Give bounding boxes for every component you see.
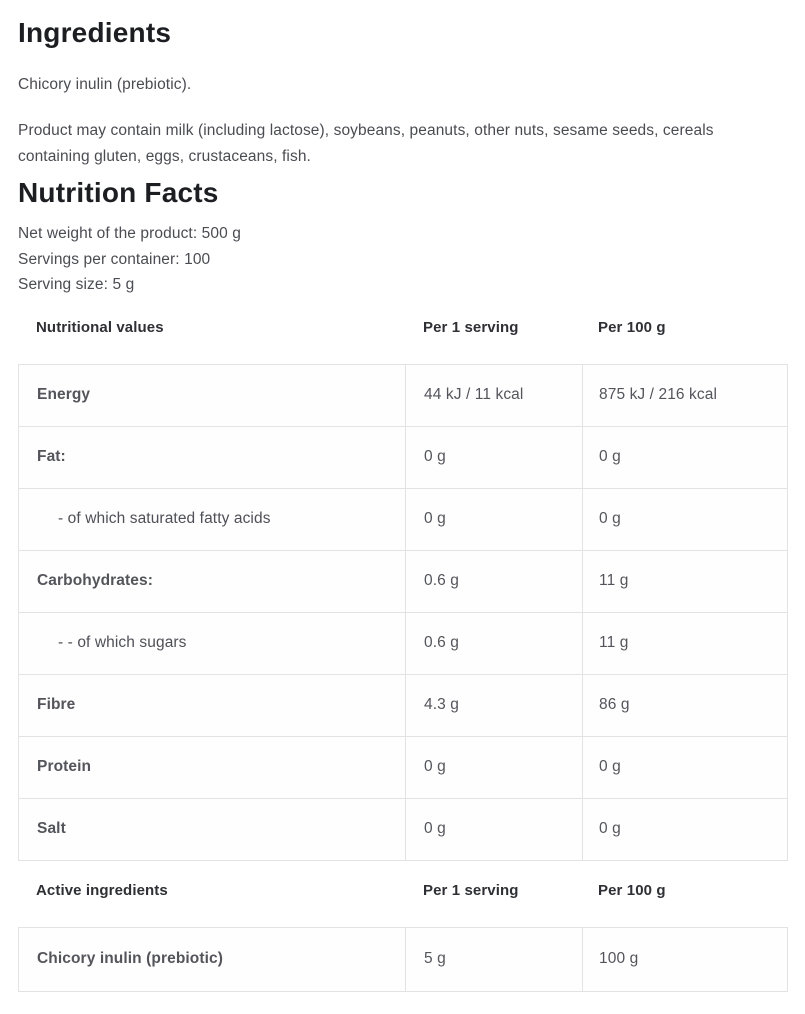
table-row — [19, 927, 788, 991]
row-per-100g: 86 g — [583, 674, 788, 736]
header-per-serving: Per 1 serving — [423, 881, 519, 899]
row-per-100g: 875 kJ / 216 kcal — [583, 364, 788, 426]
row-per-100g: 11 g — [583, 612, 788, 674]
table-row — [19, 674, 788, 736]
row-per-serving: 0 g — [406, 426, 583, 488]
header-nutritional-values: Nutritional values — [36, 318, 164, 336]
row-per-serving: 0 g — [406, 736, 583, 798]
active-ingredients-table — [18, 927, 788, 992]
row-per-serving: 0.6 g — [406, 550, 583, 612]
table-row — [19, 488, 788, 550]
table-row — [19, 612, 788, 674]
row-per-serving: 0 g — [406, 488, 583, 550]
row-per-100g: 0 g — [583, 798, 788, 860]
row-per-serving: 4.3 g — [406, 674, 583, 736]
row-label: Fat: — [19, 426, 406, 488]
row-per-100g: 0 g — [583, 736, 788, 798]
row-label: - of which saturated fatty acids — [19, 488, 406, 550]
row-per-serving: 0 g — [406, 798, 583, 860]
nutrition-table — [18, 364, 788, 861]
allergen-text: Product may contain milk (including lactose), soybeans, peanuts, other nuts, sesame seeds, cereals containing gluten, eggs, crustaceans, fish. — [18, 122, 714, 165]
row-label: Fibre — [19, 674, 406, 736]
table-row — [19, 736, 788, 798]
servings-per-container-text: Servings per container: 100 — [18, 250, 211, 268]
table-row — [19, 426, 788, 488]
net-weight-text: Net weight of the product: 500 g — [18, 225, 241, 242]
nutrition-facts-title: Nutrition Facts — [18, 177, 219, 208]
table-row — [19, 550, 788, 612]
table-row — [19, 364, 788, 426]
row-label: Protein — [19, 736, 406, 798]
row-label: Energy — [19, 364, 406, 426]
row-label: Chicory inulin (prebiotic) — [19, 927, 406, 991]
composition-text: Chicory inulin (prebiotic). — [18, 76, 192, 93]
ingredients-title: Ingredients — [18, 17, 172, 48]
row-per-serving: 44 kJ / 11 kcal — [406, 364, 583, 426]
row-label: - - of which sugars — [19, 612, 406, 674]
row-per-serving: 5 g — [406, 927, 583, 991]
header-active-ingredients: Active ingredients — [36, 881, 168, 899]
header-per-serving: Per 1 serving — [423, 318, 519, 336]
row-per-100g: 11 g — [583, 550, 788, 612]
row-per-serving: 0.6 g — [406, 612, 583, 674]
row-per-100g: 100 g — [583, 927, 788, 991]
nutrition-table-header — [18, 317, 787, 339]
row-per-100g: 0 g — [583, 488, 788, 550]
header-per-100g: Per 100 g — [598, 881, 666, 899]
serving-info — [18, 221, 787, 298]
row-per-100g: 0 g — [583, 426, 788, 488]
product-info-page — [0, 16, 805, 992]
row-label: Salt — [19, 798, 406, 860]
table-row — [19, 798, 788, 860]
serving-size-text: Serving size: 5 g — [18, 276, 135, 293]
active-ingredients-header — [18, 880, 787, 902]
header-per-100g: Per 100 g — [598, 318, 666, 336]
row-label: Carbohydrates: — [19, 550, 406, 612]
